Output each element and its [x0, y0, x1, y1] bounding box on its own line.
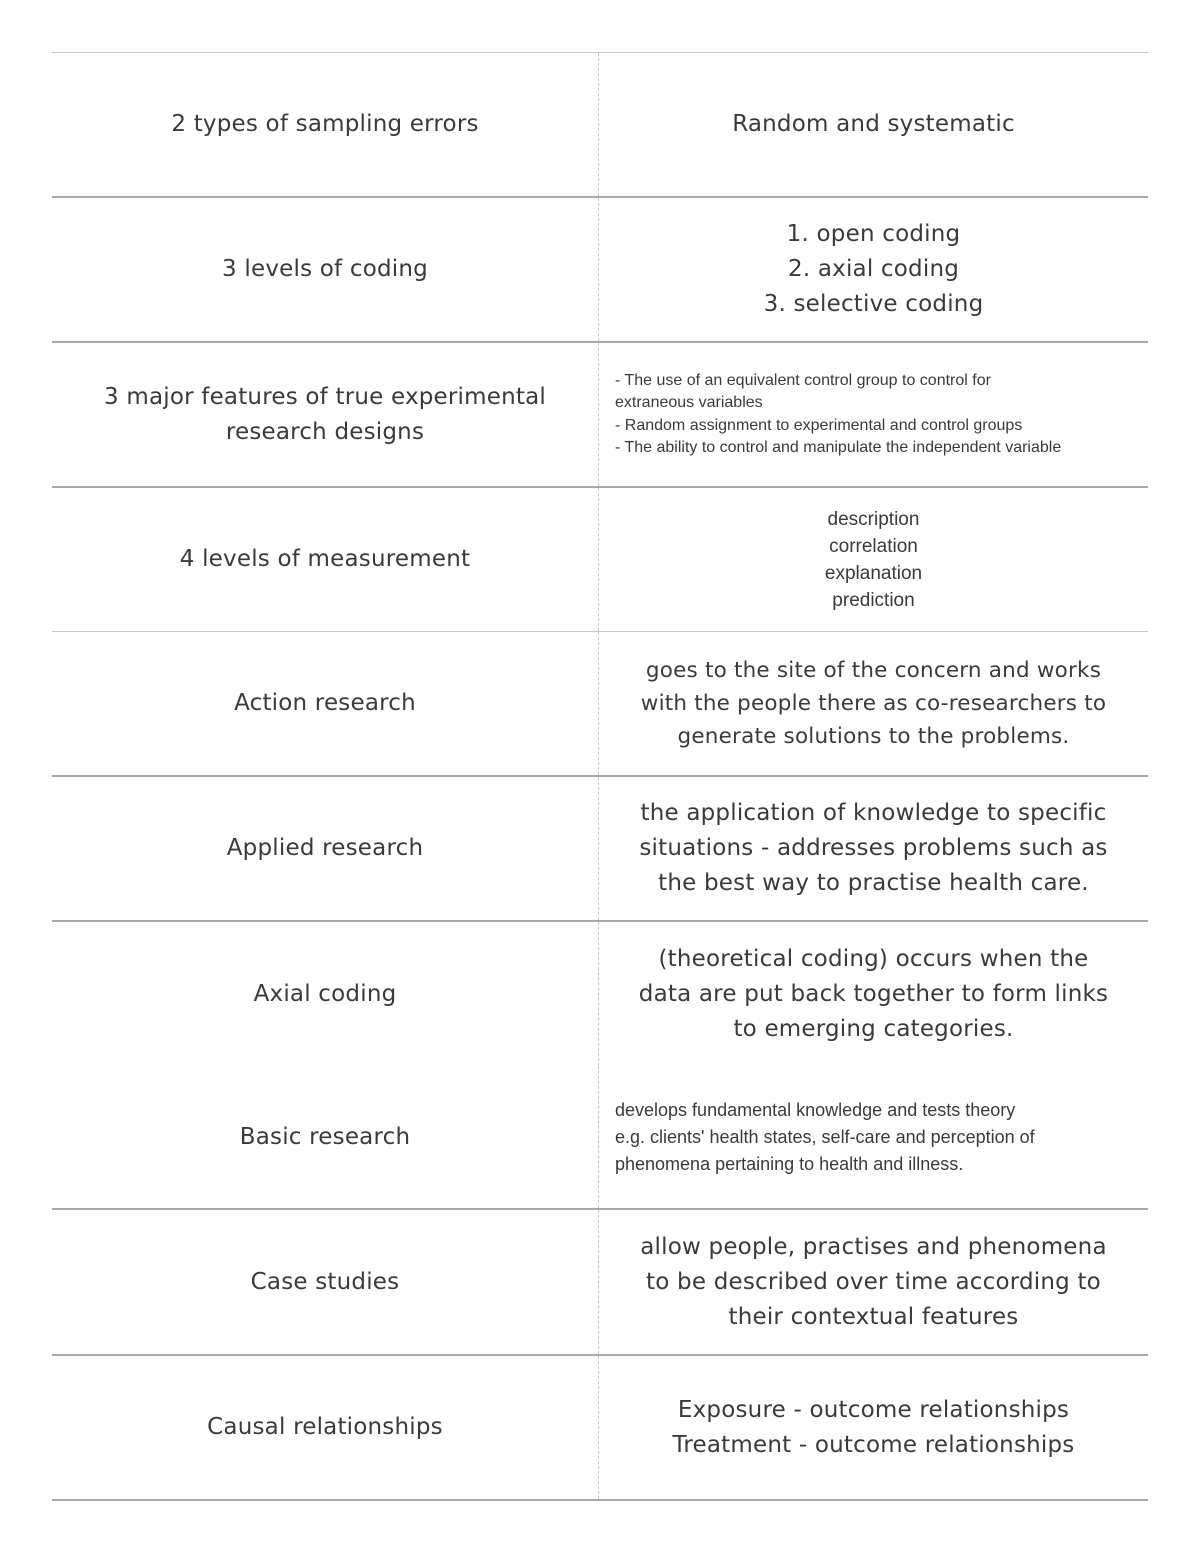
definition-cell [598, 53, 1148, 196]
flashcard-row [52, 488, 1148, 632]
flashcard-row [52, 777, 1148, 922]
definition-line: (theoretical coding) occurs when the [658, 945, 1089, 972]
definition-cell [598, 632, 1148, 775]
term-text: 2 types of sampling errors [171, 111, 479, 137]
definition-line: phenomena pertaining to health and illness. [615, 1153, 964, 1174]
term-text: 3 levels of coding [222, 256, 428, 282]
definition-line: e.g. clients' health states, self-care and perception of [615, 1126, 1035, 1147]
term-text: Causal relationships [207, 1414, 443, 1440]
term-cell [52, 488, 598, 631]
definition-line: extraneous variables [615, 394, 763, 411]
definition-line: to be described over time according to [646, 1268, 1101, 1295]
definition-line: 1. open coding [786, 221, 961, 247]
definition-line: with the people there as co-researchers to [640, 691, 1107, 716]
term-text: Applied research [226, 835, 424, 861]
definition-line: 2. axial coding [787, 256, 960, 282]
definition-line: generate solutions to the problems. [677, 724, 1070, 749]
definition-line: the application of knowledge to specific [640, 800, 1107, 826]
term-cell [52, 198, 598, 341]
definition-line: prediction [832, 589, 915, 611]
definition-line: situations - addresses problems such as [639, 835, 1108, 861]
term-cell [52, 777, 598, 920]
definition-line: Random and systematic [732, 111, 1015, 137]
definition-line: correlation [829, 535, 918, 557]
flashcard-row [52, 922, 1148, 1066]
definition-cell [598, 343, 1148, 486]
definition-line: - The ability to control and manipulate the independent variable [615, 439, 1062, 456]
flashcard-table [52, 52, 1148, 1501]
definition-line: - Random assignment to experimental and control groups [615, 416, 1023, 434]
definition-line: description [827, 508, 920, 530]
definition-line: the best way to practise health care. [658, 870, 1089, 896]
term-text: 4 levels of measurement [179, 546, 471, 572]
definition-cell [598, 1210, 1148, 1354]
flashcard-row [52, 198, 1148, 343]
definition-line: to emerging categories. [733, 1015, 1014, 1042]
definition-line: develops fundamental knowledge and tests theory [615, 1099, 1016, 1120]
definition-line: - The use of an equivalent control group to control for [615, 371, 991, 389]
term-cell [52, 1210, 598, 1354]
flashcard-row [52, 1356, 1148, 1501]
term-cell [52, 922, 598, 1066]
definition-line: Exposure - outcome relationships [677, 1396, 1070, 1423]
definition-cell [598, 488, 1148, 631]
definition-cell [598, 1356, 1148, 1499]
term-text: Axial coding [253, 980, 397, 1007]
term-cell [52, 53, 598, 196]
flashcard-row [52, 53, 1148, 198]
term-text: Action research [234, 690, 416, 716]
term-text: Basic research [239, 1123, 411, 1150]
definition-line: allow people, practises and phenomena [640, 1233, 1107, 1260]
definition-line: explanation [824, 562, 923, 584]
definition-cell [598, 777, 1148, 920]
term-text: 3 major features of true experimental research designs [104, 383, 546, 445]
term-text: Case studies [250, 1268, 400, 1295]
term-cell [52, 632, 598, 775]
definition-line: Treatment - outcome relationships [672, 1431, 1075, 1458]
term-cell [52, 1356, 598, 1499]
definition-line: 3. selective coding [763, 291, 984, 317]
flashcard-row [52, 343, 1148, 488]
definition-cell [598, 1066, 1148, 1208]
definition-cell [598, 922, 1148, 1066]
definition-line: their contextual features [728, 1303, 1019, 1330]
definition-line: data are put back together to form links [638, 980, 1109, 1007]
definition-line: goes to the site of the concern and works [645, 658, 1102, 683]
term-cell [52, 1066, 598, 1208]
definition-cell [598, 198, 1148, 341]
flashcard-row [52, 1210, 1148, 1356]
flashcard-row [52, 632, 1148, 777]
term-cell [52, 343, 598, 486]
flashcard-row [52, 1066, 1148, 1210]
